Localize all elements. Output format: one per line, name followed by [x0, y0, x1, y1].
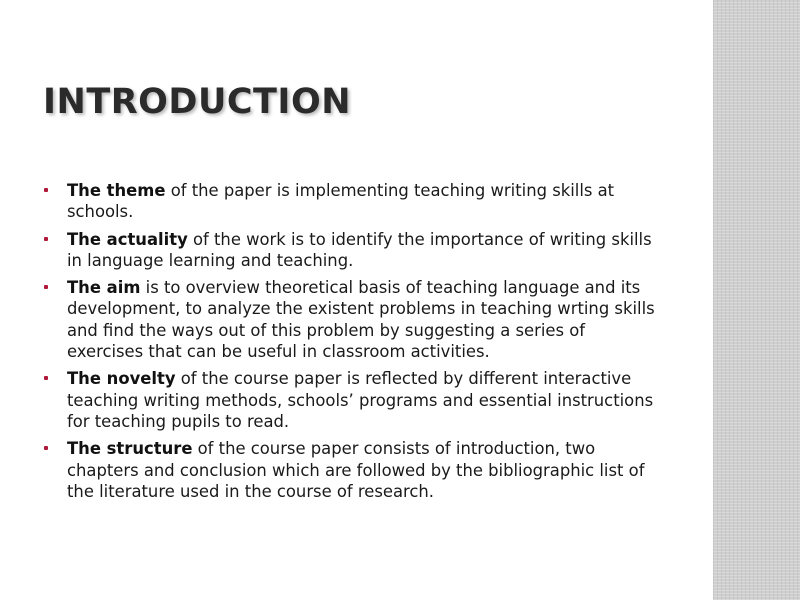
bullet-list: [44, 180, 666, 508]
bullet-item-actuality: [44, 229, 666, 272]
bullet-text: is to overview theoretical basis of teaching language and its development, to analyze the existent problems in teaching wrting skills and find the ways out of this problem by suggesting a series of exercises that can be useful in classroom activities.: [67, 278, 655, 362]
bullet-marker-icon: [44, 237, 48, 241]
bullet-term: The actuality: [67, 229, 188, 249]
bullet-item-novelty: [44, 368, 666, 432]
bullet-text: of the paper is implementing teaching writing skills at schools.: [67, 181, 615, 222]
bullet-text: of the course paper is reflected by different interactive teaching writing methods, schools’ programs and essential instructions for teaching pupils to read.: [67, 369, 654, 431]
bullet-item-structure: [44, 438, 666, 502]
bullet-item-aim: [44, 277, 666, 362]
bullet-text: of the course paper consists of introduction, two chapters and conclusion which are followed by the bibliographic list of the literature used in the course of research.: [67, 439, 645, 501]
bullet-marker-icon: [44, 285, 48, 289]
bullet-term: The aim: [67, 278, 141, 298]
decorative-side-panel: [713, 0, 800, 600]
bullet-term: The structure: [67, 439, 193, 459]
bullet-marker-icon: [44, 376, 48, 380]
bullet-marker-icon: [44, 446, 48, 450]
bullet-marker-icon: [44, 188, 48, 192]
bullet-text: of the work is to identify the importance of writing skills in language learning and teaching.: [67, 229, 652, 270]
bullet-term: The novelty: [67, 369, 176, 389]
bullet-term: The theme: [67, 181, 166, 200]
slide-title: INTRODUCTION: [43, 82, 351, 122]
bullet-item-theme: [44, 180, 666, 223]
